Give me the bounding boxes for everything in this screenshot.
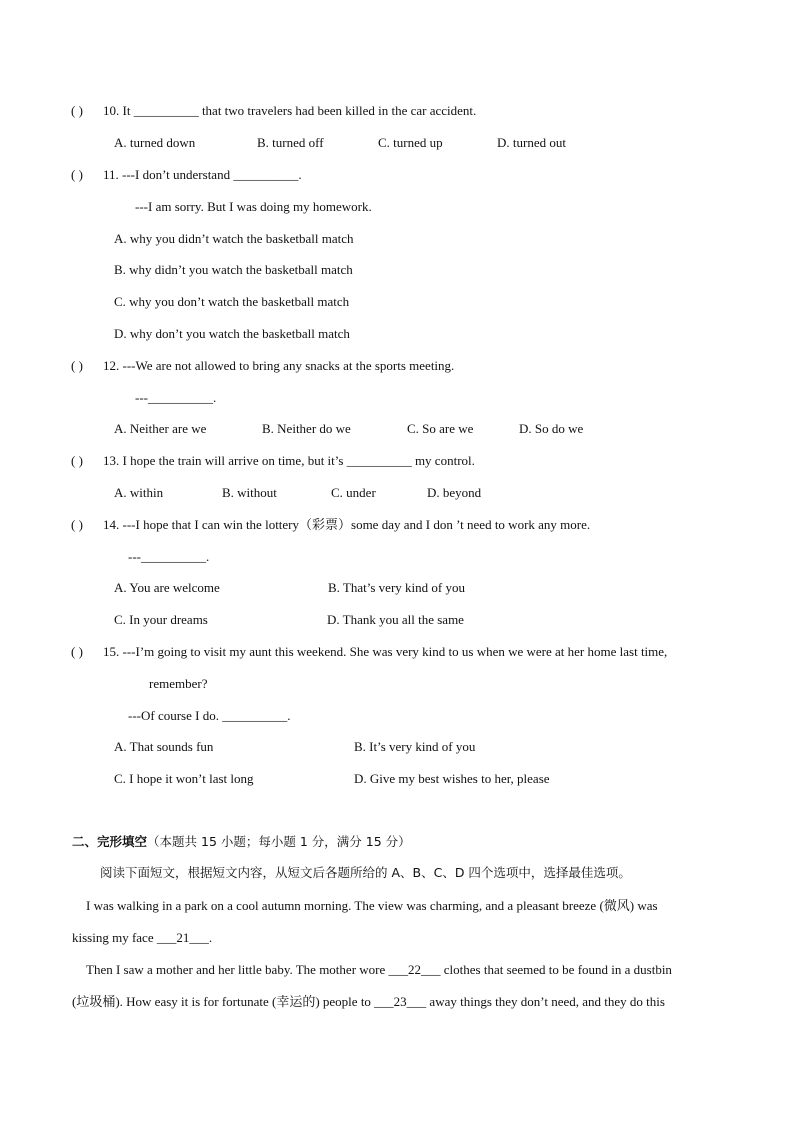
option-b: B. Neither do we [262, 421, 351, 436]
answer-blank[interactable]: ( ) [71, 517, 83, 532]
option-b: B. It’s very kind of you [354, 739, 476, 754]
option-b: B. why didn’t you watch the basketball match [114, 262, 353, 277]
option-b: B. turned off [257, 135, 324, 150]
option-a: A. within [114, 485, 164, 500]
answer-blank[interactable]: ( ) [71, 103, 83, 118]
option-c: C. So are we [407, 421, 474, 436]
dialogue-reply: ---I am sorry. But I was doing my homework. [135, 199, 372, 214]
option-a: A. Neither are we [114, 421, 207, 436]
option-d: D. beyond [427, 485, 482, 500]
question-stem: 12. ---We are not allowed to bring any snacks at the sports meeting. [103, 358, 455, 373]
answer-blank[interactable]: ( ) [71, 358, 83, 373]
passage-line: kissing my face ___21___. [72, 930, 213, 945]
question-stem-continued: remember? [149, 676, 208, 691]
passage-line: I was walking in a park on a cool autumn morning. The view was charming, and a pleasant breeze (微风) was [86, 898, 658, 913]
option-c: C. under [331, 485, 376, 500]
section-title: 二、完形填空 [72, 834, 148, 849]
option-d: D. why don’t you watch the basketball match [114, 326, 350, 341]
question-stem: 10. It __________ that two travelers had been killed in the car accident. [103, 103, 477, 118]
passage-line: Then I saw a mother and her little baby. The mother wore ___22___ clothes that seemed to be found in a dustbin [86, 962, 672, 977]
option-d: D. So do we [519, 421, 584, 436]
answer-blank[interactable]: ( ) [71, 453, 83, 468]
option-d: D. turned out [497, 135, 566, 150]
option-c: C. why you don’t watch the basketball match [114, 294, 350, 309]
section-note: （本题共 15 小题；每小题 1 分，满分 15 分） [147, 834, 411, 849]
dialogue-reply: ---__________. [135, 390, 217, 405]
option-b: B. without [222, 485, 277, 500]
option-b: B. That’s very kind of you [328, 580, 465, 595]
option-a: A. You are welcome [114, 580, 220, 595]
answer-blank[interactable]: ( ) [71, 167, 83, 182]
option-d: D. Give my best wishes to her, please [354, 771, 550, 786]
section-instruction: 阅读下面短文，根据短文内容，从短文后各题所给的 A、B、C、D 四个选项中，选择最佳选项。 [100, 865, 631, 880]
option-d: D. Thank you all the same [327, 612, 464, 627]
option-c: C. I hope it won’t last long [114, 771, 254, 786]
dialogue-reply: ---Of course I do. __________. [128, 708, 291, 723]
answer-blank[interactable]: ( ) [71, 644, 83, 659]
section-heading [72, 834, 411, 850]
option-c: C. In your dreams [114, 612, 208, 627]
passage-line: (垃圾桶). How easy it is for fortunate (幸运的) people to ___23___ away things they don’t need, and they do this [72, 994, 665, 1009]
dialogue-reply: ---__________. [128, 549, 210, 564]
question-stem: 13. I hope the train will arrive on time, but it’s __________ my control. [103, 453, 475, 468]
option-a: A. turned down [114, 135, 196, 150]
option-a: A. That sounds fun [114, 739, 214, 754]
question-stem: 15. ---I’m going to visit my aunt this weekend. She was very kind to us when we were at her home last time, [103, 644, 668, 659]
question-stem: 11. ---I don’t understand __________. [103, 167, 302, 182]
option-c: C. turned up [378, 135, 443, 150]
option-a: A. why you didn’t watch the basketball match [114, 231, 354, 246]
question-stem: 14. ---I hope that I can win the lottery（彩票）some day and I don ’t need to work any more. [103, 517, 591, 532]
